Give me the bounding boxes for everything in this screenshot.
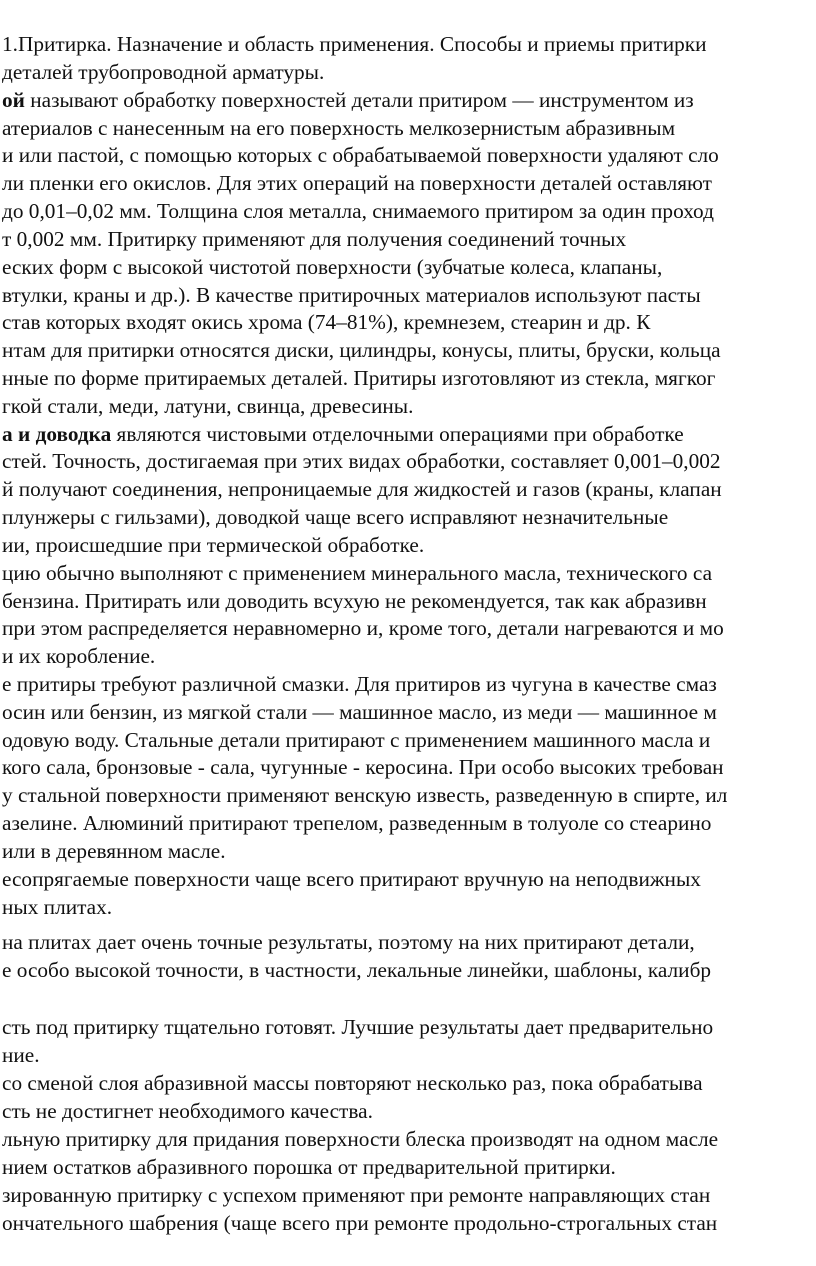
line-text: у стальной поверхности применяют венскую известь, разведенную в спирте, ил [2,783,728,807]
text-line [2,504,668,531]
line-text: ончательного шабрения (чаще всего при ремонте продольно-строгальных стан [2,1211,718,1235]
line-text: одовую воду. Стальные детали притирают с применением машинного масла и [2,728,711,752]
line-text: е притиры требуют различной смазки. Для притиров из чугуна в качестве смаз [2,672,717,696]
line-text: называют обработку поверхностей детали притиром — инструментом из [24,88,694,112]
text-line [2,170,712,197]
line-text: нием остатков абразивного порошка от предварительной притирки. [2,1155,616,1179]
heading-text: деталей трубопроводной арматуры. [2,60,325,84]
text-line [2,643,155,670]
line-text: нные по форме притираемых деталей. Притиры изготовляют из стекла, мягког [2,366,716,390]
line-text: гкой стали, меди, латуни, свинца, древесины. [2,394,414,418]
line-text: являются чистовыми отделочными операциями при обработке [111,422,684,446]
text-line [2,699,717,726]
text-line [2,615,724,642]
text-line [2,421,684,448]
text-line [2,810,711,837]
text-line [2,226,626,253]
line-text: на плитах дает очень точные результаты, поэтому на них притирают детали, [2,930,695,954]
text-line [2,727,710,754]
text-line [2,782,727,809]
text-line [2,532,424,559]
line-text: сть под притирку тщательно готовят. Лучшие результаты дает предварительно [2,1015,714,1039]
line-text: ние. [2,1043,40,1067]
text-line [2,393,413,420]
line-text: еских форм с высокой чистотой поверхности (зубчатые колеса, клапаны, [2,255,663,279]
line-text: плунжеры с гильзами), доводкой чаще всего исправляют незначительные [2,505,669,529]
text-line [2,1126,718,1153]
heading-line-1 [2,31,706,58]
line-text: и их коробление. [2,644,156,668]
text-line [2,309,650,336]
line-text: ли пленки его окислов. Для этих операций на поверхности деталей оставляют [2,171,712,195]
line-text: й получают соединения, непроницаемые для жидкостей и газов (краны, клапан [2,477,722,501]
line-text: стей. Точность, достигаемая при этих видах обработки, составляет 0,001–0,002 [2,449,721,473]
line-text: ии, происшедшие при термической обработке. [2,533,425,557]
text-line [2,1182,710,1209]
text-line [2,87,694,114]
line-text: и или пастой, с помощью которых с обрабатываемой поверхности удаляют сло [2,143,719,167]
text-line [2,198,714,225]
line-text: т 0,002 мм. Притирку применяют для получения соединений точных [2,227,627,251]
text-line [2,957,711,984]
text-line [2,894,112,921]
line-text: есопрягаемые поверхности чаще всего притирают вручную на неподвижных [2,867,701,891]
line-text: цию обычно выполняют с применением минерального масла, технического са [2,561,713,585]
text-line [2,1210,717,1237]
line-text: став которых входят окись хрома (74–81%), кремнезем, стеарин и др. К [2,310,651,334]
text-line [2,476,722,503]
text-line [2,671,717,698]
text-line [2,1042,40,1069]
line-text: при этом распределяется неравномерно и, кроме того, детали нагреваются и мо [2,616,724,640]
text-line [2,142,719,169]
line-text: или в деревянном масле. [2,839,226,863]
text-line [2,866,701,893]
text-line [2,560,712,587]
text-line [2,1098,373,1125]
heading-text: 1.Притирка. Назначение и область применения. Способы и приемы притирки [2,32,707,56]
line-text: осин или бензин, из мягкой стали — машинное масло, из меди — машинное м [2,700,717,724]
bold-term: ой [2,88,25,112]
heading-line-2 [2,59,324,86]
bold-term: а и доводка [2,422,112,446]
line-text: до 0,01–0,02 мм. Толщина слоя металла, снимаемого притиром за один проход [2,199,714,223]
line-text: кого сала, бронзовые - сала, чугунные - керосина. При особо высоких требован [2,755,724,779]
text-line [2,365,715,392]
line-text: зированную притирку с успехом применяют при ремонте направляющих стан [2,1183,711,1207]
line-text: атериалов с нанесенным на его поверхность мелкозернистым абразивным [2,116,676,140]
text-line [2,838,226,865]
line-text: сть не достигнет необходимого качества. [2,1099,373,1123]
text-line [2,1154,616,1181]
line-text: азелине. Алюминий притирают трепелом, разведенным в толуоле со стеарино [2,811,712,835]
line-text: втулки, краны и др.). В качестве притирочных материалов используют пасты [2,283,701,307]
line-text: ных плитах. [2,895,113,919]
text-line [2,588,707,615]
text-line [2,754,724,781]
text-line [2,1070,703,1097]
text-line [2,337,721,364]
line-text: бензина. Притирать или доводить всухую не рекомендуется, так как абразивн [2,589,707,613]
text-line [2,282,701,309]
text-line [2,448,721,475]
text-line [2,115,675,142]
line-text: нтам для притирки относятся диски, цилиндры, конусы, плиты, бруски, кольца [2,338,721,362]
line-text: льную притирку для придания поверхности блеска производят на одном масле [2,1127,719,1151]
text-line [2,254,662,281]
line-text: е особо высокой точности, в частности, лекальные линейки, шаблоны, калибр [2,958,712,982]
text-line [2,1014,713,1041]
line-text: со сменой слоя абразивной массы повторяют несколько раз, пока обрабатыва [2,1071,703,1095]
text-line [2,929,695,956]
